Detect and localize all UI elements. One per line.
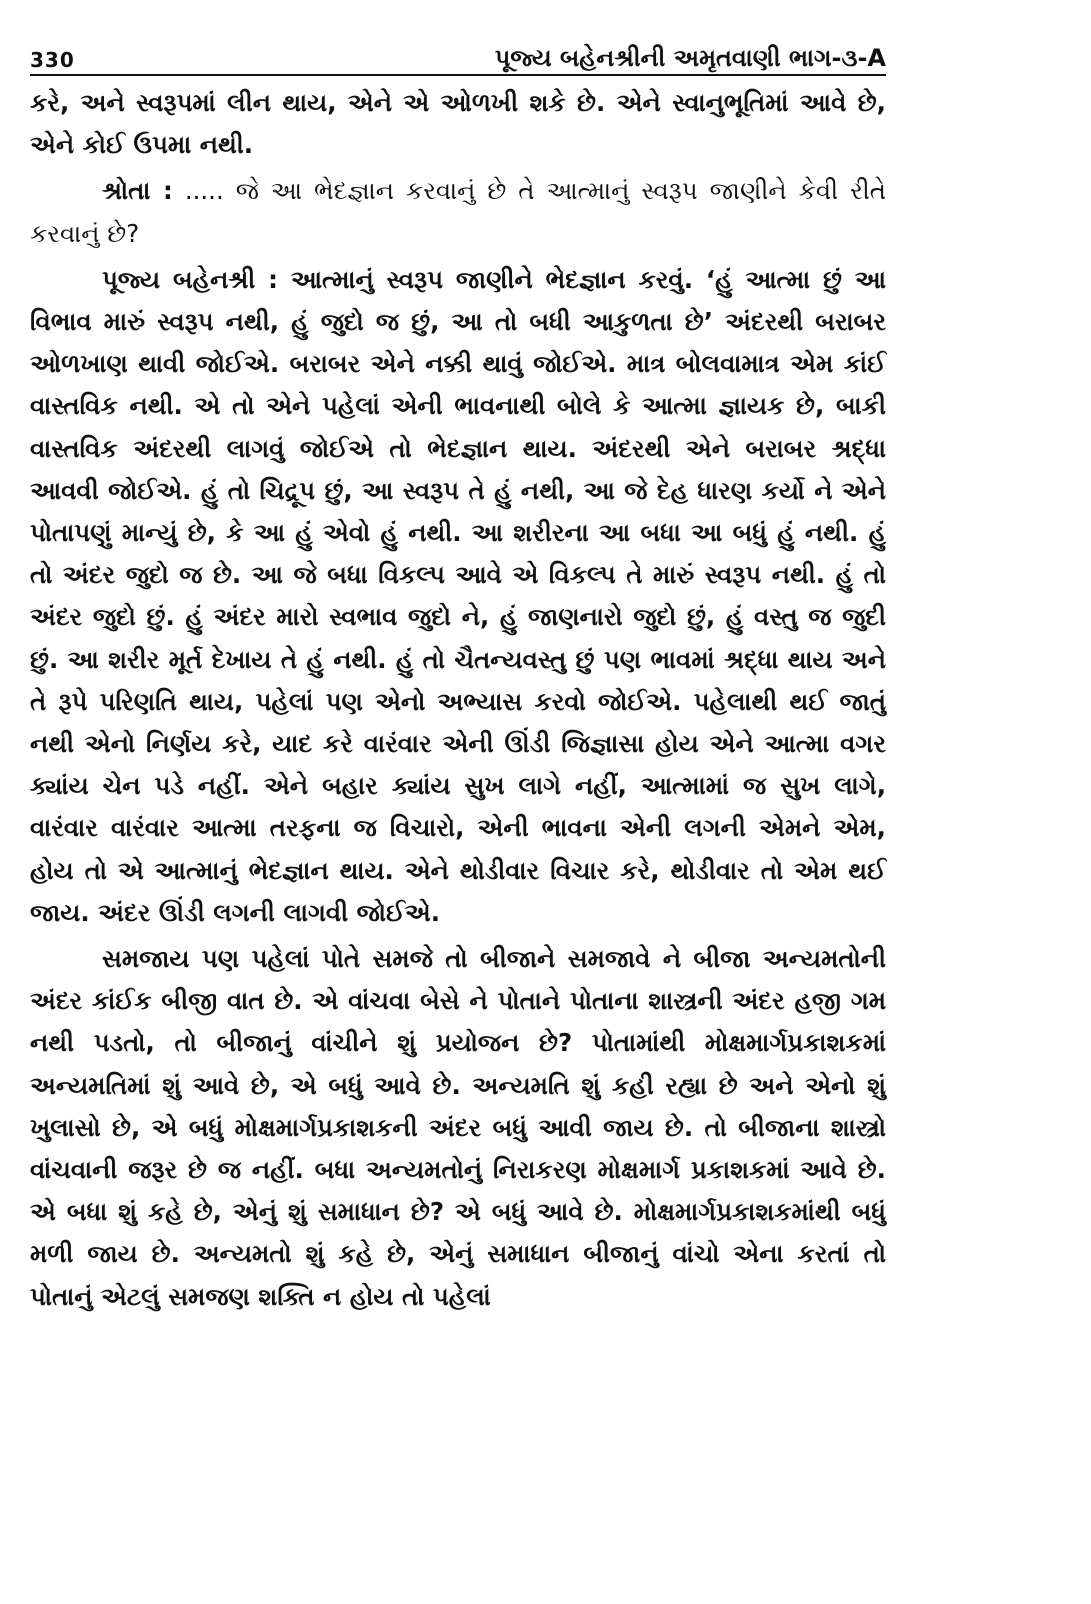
paragraph-text: કરે, અને સ્વરૂપમાં લીન થાય, એને એ ઓળખી શકે છે. એને સ્વાનુભૂતિમાં આવે છે, એને કોઈ ઉપમા નથી. [30, 88, 886, 160]
paragraph-discussion [30, 938, 886, 1318]
paragraph-text: સમજાય પણ પહેલાં પોતે સમજે તો બીજાને સમજાવે ને બીજા અન્યમતોની અંદર કાંઈક બીજી વાત છે. એ વાંચવા બેસે ને પોતાને પોતાના શાસ્ત્રની અંદર હજી ગમ નથી પડતો, તો બીજાનું વાંચીને શું પ્રયોજન છે? પોતામાંથી મોક્ષમાર્ગપ્રકાશકમાં અન્યમતિમાં શું આવે છે, એ બધું આવે છે. અન્યમતિ શું કહી રહ્યા છે અને એનો શું ખુલાસો છે, એ બધું મોક્ષમાર્ગપ્રકાશકની અંદર બધું આવી જાય છે. તો બીજાના શાસ્ત્રો વાંચવાની જરૂર છે જ નહીં. બધા અન્યમતોનું નિરાકરણ મોક્ષમાર્ગ પ્રકાશકમાં આવે છે. એ બધા શું કહે છે, એનું શું સમાધાન છે? એ બધું આવે છે. મોક્ષમાર્ગપ્રકાશકમાંથી બધું મળી જાય છે. અન્યમતો શું કહે છે, એનું સમાધાન બીજાનું વાંચો એના કરતાં તો પોતાનું એટલું સમજણ શક્તિ ન હોય તો પહેલાં [30, 944, 886, 1311]
running-title: પૂજ્ય બહેનશ્રીની અમૃતવાણી ભાગ-૩-A [494, 44, 886, 72]
paragraph-listener-question [30, 170, 886, 254]
paragraph-text: આત્માનું સ્વરૂપ જાણીને ભેદજ્ઞાન કરવું. ‘હું આત્મા છું આ વિભાવ મારું સ્વરૂપ નથી, હું જુદો જ છું, આ તો બધી આકુળતા છે’ અંદરથી બરાબર ઓળખાણ થાવી જોઈએ. બરાબર એને નક્કી થાવું જોઈએ. માત્ર બોલવામાત્ર એમ કાંઈ વાસ્તવિક નથી. એ તો એને પહેલાં એની ભાવનાથી બોલે કે આત્મા જ્ઞાયક છે, બાકી વાસ્તવિક અંદરથી લાગવું જોઈએ તો ભેદજ્ઞાન થાય. અંદરથી એને બરાબર શ્રદ્ધા આવવી જોઈએ. હું તો ચિદ્રૂપ છું, આ સ્વરૂપ તે હું નથી, આ જે દેહ ધારણ કર્યો ને એને પોતાપણું માન્યું છે, કે આ હું એવો હું નથી. આ શરીરના આ બધા આ બધું હું નથી. હું તો અંદર જુદો જ છે. આ જે બધા વિકલ્પ આવે એ વિકલ્પ તે મારું સ્વરૂપ નથી. હું તો અંદર જુદો છું. હું અંદર મારો સ્વભાવ જુદો ને, હું જાણનારો જુદો છું, હું વસ્તુ જ જુદી છું. આ શરીર મૂર્ત દેખાય તે હું નથી. હું તો ચૈતન્યવસ્તુ છું પણ ભાવમાં શ્રદ્ધા થાય અને તે રૂપે પરિણતિ થાય, પહેલાં પણ એનો અભ્યાસ કરવો જોઈએ. પહેલાથી થઈ જાતું નથી એનો નિર્ણય કરે, યાદ કરે વારંવાર એની ઊંડી જિજ્ઞાસા હોય એને આત્મા વગર ક્યાંય ચેન પડે નહીં. એને બહાર ક્યાંય સુખ લાગે નહીં, આત્મામાં જ સુખ લાગે, વારંવાર વારંવાર આત્મા તરફના જ વિચારો, એની ભાવના એની લગની એમને એમ, હોય તો એ આત્માનું ભેદજ્ઞાન થાય. એને થોડીવાર વિચાર કરે, થોડીવાર તો એમ થઈ જાય. અંદર ઊંડી લગની લાગવી જોઈએ. [30, 264, 886, 927]
body-text [30, 82, 886, 1318]
page-number: 330 [30, 48, 75, 72]
page-header [30, 38, 886, 76]
speaker-label: શ્રોતા : [102, 176, 173, 206]
paragraph-answer [30, 259, 886, 934]
document-page [30, 38, 886, 1318]
speaker-label: પૂજ્ય બહેનશ્રી : [102, 264, 278, 294]
paragraph-continuation [30, 82, 886, 166]
paragraph-text: ..... જે આ ભેદજ્ઞાન કરવાનું છે તે આત્માનું સ્વરૂપ જાણીને કેવી રીતે કરવાનું છે? [30, 176, 886, 248]
